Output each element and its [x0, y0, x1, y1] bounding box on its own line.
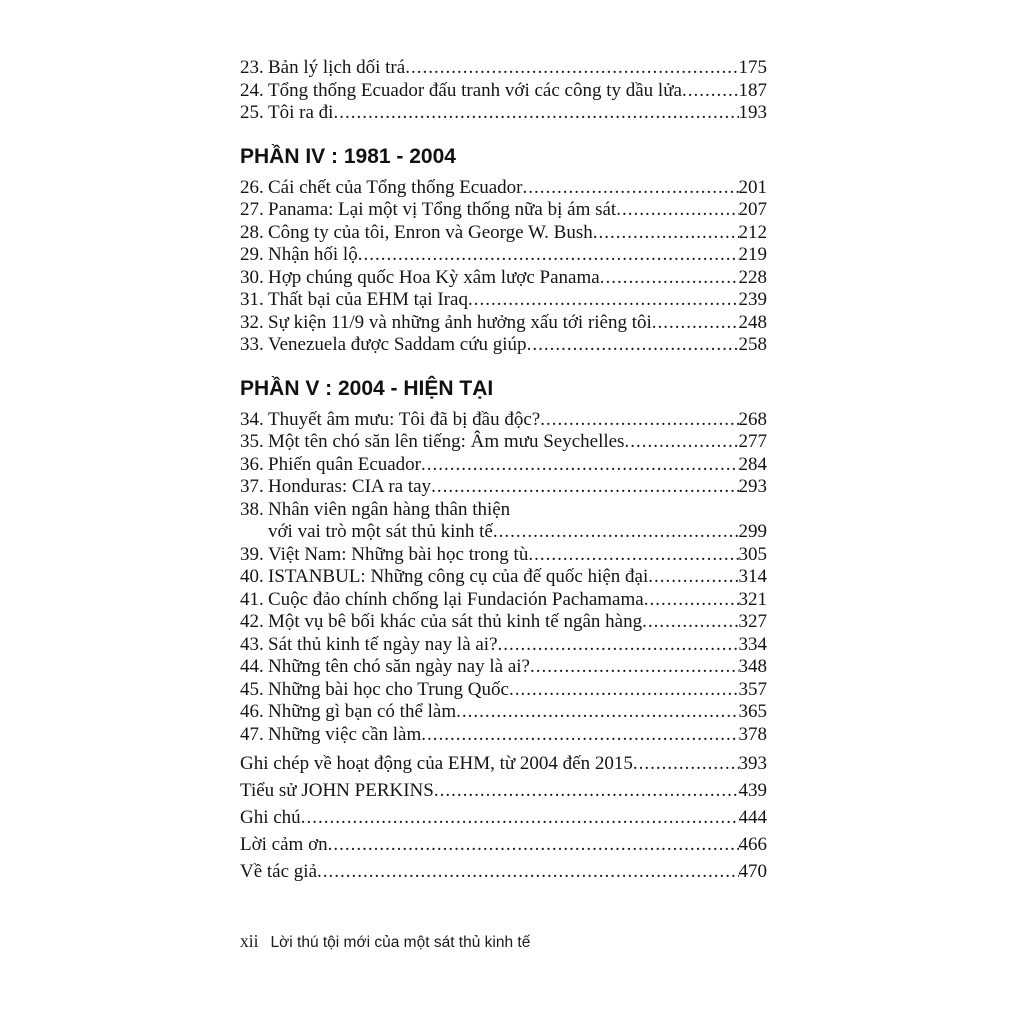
chapter-title: Một tên chó săn lên tiếng: Âm mưu Seychelles	[268, 431, 625, 452]
chapter-number: 33.	[240, 334, 264, 355]
toc-entry	[240, 780, 767, 803]
chapter-title: Ghi chú	[240, 807, 301, 828]
chapter-title: Sát thủ kinh tế ngày nay là ai?	[268, 633, 498, 655]
toc-entry	[240, 861, 767, 884]
chapter-title: Tổng thống Ecuador đấu tranh với các công ty dầu lửa	[268, 79, 682, 101]
section-header: PHẦN V : 2004 - HIỆN TẠI	[240, 376, 494, 400]
toc-entry	[240, 289, 767, 312]
chapter-title: Cái chết của Tổng thống Ecuador	[268, 176, 523, 198]
page-number: 305	[738, 543, 767, 565]
dot-leader	[317, 861, 738, 884]
toc-entry	[240, 656, 767, 679]
dot-leader	[633, 753, 739, 776]
page-number: 175	[738, 57, 767, 78]
chapter-title: Công ty của tôi, Enron và George W. Bush	[268, 221, 593, 243]
toc-entry	[240, 476, 767, 499]
chapter-number: 46.	[240, 701, 264, 722]
toc-section	[240, 57, 767, 125]
page-number: 268	[738, 408, 767, 430]
chapter-title: Tôi ra đi	[268, 102, 334, 123]
dot-leader	[624, 431, 738, 454]
toc-entry	[240, 102, 767, 125]
dot-leader	[509, 679, 739, 702]
dot-leader	[523, 177, 739, 200]
chapter-number: 26.	[240, 176, 264, 198]
dot-leader	[456, 701, 738, 724]
toc-entry	[240, 244, 767, 267]
chapter-number: 42.	[240, 611, 264, 632]
chapter-title: Sự kiện 11/9 và những ảnh hưởng xấu tới riêng tôi	[268, 311, 652, 333]
toc-entry	[240, 454, 767, 477]
chapter-title: Lời cảm ơn	[240, 834, 328, 855]
chapter-title: Panama: Lại một vị Tổng thống nữa bị ám sát	[268, 199, 617, 220]
toc-sections	[240, 57, 767, 884]
toc-entry	[240, 634, 767, 657]
dot-leader	[434, 780, 739, 803]
page-number: 277	[738, 431, 767, 452]
toc-entries	[240, 57, 767, 125]
toc-entries	[240, 409, 767, 747]
page-number: 393	[738, 753, 767, 774]
page-number: 299	[738, 521, 767, 542]
toc-entry	[240, 177, 767, 200]
chapter-title: Nhận hối lộ	[268, 244, 358, 265]
page-number: 466	[738, 834, 767, 855]
dot-leader	[405, 57, 738, 80]
page-number: 470	[738, 861, 767, 882]
chapter-title: Hợp chúng quốc Hoa Kỳ xâm lược Panama	[268, 266, 600, 288]
section-header: PHẦN IV : 1981 - 2004	[240, 144, 456, 168]
chapter-title: Thất bại của EHM tại Iraq	[268, 289, 468, 310]
chapter-number: 36.	[240, 453, 264, 475]
page-number: 378	[738, 723, 767, 745]
footer-folio: xii	[240, 931, 259, 951]
chapter-title: với vai trò một sát thủ kinh tế	[268, 521, 493, 542]
dot-leader	[421, 454, 738, 477]
toc-entry	[240, 521, 767, 544]
chapter-number: 30.	[240, 266, 264, 288]
toc-entry	[240, 753, 767, 776]
toc-entry	[240, 57, 767, 80]
chapter-number: 43.	[240, 633, 264, 655]
chapter-title: Bản lý lịch dối trá	[268, 57, 406, 78]
toc-entry	[240, 679, 767, 702]
chapter-title: Những gì bạn có thể làm	[268, 701, 457, 722]
toc-entry	[240, 80, 767, 103]
page-number: 193	[738, 102, 767, 123]
dot-leader	[468, 289, 739, 312]
page-number: 248	[738, 311, 767, 333]
chapter-number: 41.	[240, 588, 264, 610]
table-of-contents	[240, 57, 767, 884]
dot-leader	[652, 312, 739, 335]
page-number: 212	[738, 221, 767, 243]
page-number: 228	[738, 266, 767, 288]
toc-entry	[240, 312, 767, 335]
dot-leader	[648, 566, 738, 589]
chapter-title: ISTANBUL: Những công cụ của đế quốc hiện đại	[268, 566, 649, 587]
chapter-title: Venezuela được Saddam cứu giúp	[268, 334, 527, 355]
toc-entry	[240, 409, 767, 432]
page-number: 187	[738, 79, 767, 101]
chapter-title: Một vụ bê bối khác của sát thủ kinh tế ngân hàng	[268, 611, 643, 632]
toc-entry	[240, 566, 767, 589]
dot-leader	[527, 334, 739, 357]
toc-entry	[240, 431, 767, 454]
chapter-number: 37.	[240, 476, 264, 497]
dot-leader	[493, 521, 739, 544]
chapter-title: Nhân viên ngân hàng thân thiện	[268, 498, 511, 520]
toc-entry	[240, 724, 767, 747]
footer-book-title: Lời thú tội mới của một sát thủ kinh tế	[270, 934, 531, 951]
page-number: 293	[738, 476, 767, 497]
chapter-number: 28.	[240, 221, 264, 243]
page-number: 239	[738, 289, 767, 310]
page-number: 439	[738, 780, 767, 801]
dot-leader	[301, 807, 739, 830]
page-number: 357	[738, 678, 767, 700]
page-number: 314	[738, 566, 767, 587]
dot-leader	[593, 222, 739, 245]
dot-leader	[333, 102, 738, 125]
dot-leader	[682, 80, 739, 103]
chapter-title: Ghi chép về hoạt động của EHM, từ 2004 đến 2015	[240, 753, 633, 774]
chapter-number: 35.	[240, 431, 264, 452]
chapter-title: Những bài học cho Trung Quốc	[268, 678, 509, 700]
dot-leader	[540, 409, 738, 432]
toc-entry	[240, 807, 767, 830]
dot-leader	[431, 476, 738, 499]
toc-entry	[240, 544, 767, 567]
dot-leader	[600, 267, 739, 290]
toc-section	[240, 145, 767, 357]
chapter-title: Thuyết âm mưu: Tôi đã bị đầu độc?	[268, 408, 541, 430]
chapter-number: 44.	[240, 656, 264, 677]
toc-entry	[240, 834, 767, 857]
chapter-number: 27.	[240, 199, 264, 220]
toc-entries	[240, 753, 767, 884]
toc-entry	[240, 589, 767, 612]
chapter-number: 24.	[240, 79, 264, 101]
chapter-number: 23.	[240, 57, 264, 78]
chapter-number: 47.	[240, 723, 264, 745]
chapter-title: Cuộc đảo chính chống lại Fundación Pachamama	[268, 588, 644, 610]
chapter-number: 31.	[240, 289, 264, 310]
chapter-number: 25.	[240, 102, 264, 123]
dot-leader	[642, 611, 738, 634]
toc-entry	[240, 199, 767, 222]
chapter-number: 39.	[240, 543, 264, 565]
toc-entry	[240, 499, 767, 522]
toc-entry	[240, 222, 767, 245]
page-number: 284	[738, 453, 767, 475]
dot-leader	[421, 724, 738, 747]
page-number: 348	[738, 656, 767, 677]
toc-entry	[240, 267, 767, 290]
chapter-number: 40.	[240, 566, 264, 587]
dot-leader	[358, 244, 739, 267]
dot-leader	[530, 656, 739, 679]
chapter-title: Việt Nam: Những bài học trong tù	[268, 543, 529, 565]
dot-leader	[644, 589, 739, 612]
toc-entry	[240, 334, 767, 357]
chapter-title: Honduras: CIA ra tay	[268, 476, 432, 497]
chapter-number: 45.	[240, 678, 264, 700]
page-number: 219	[738, 244, 767, 265]
page-number: 258	[738, 334, 767, 355]
chapter-title: Về tác giả	[240, 861, 318, 882]
chapter-number: 32.	[240, 311, 264, 333]
chapter-title: Tiểu sử JOHN PERKINS	[240, 780, 434, 801]
page-number: 365	[738, 701, 767, 722]
toc-entry	[240, 701, 767, 724]
toc-entry	[240, 611, 767, 634]
chapter-number: 29.	[240, 244, 264, 265]
page-number: 201	[738, 176, 767, 198]
chapter-title: Những việc cần làm	[268, 723, 422, 745]
chapter-number: 34.	[240, 408, 264, 430]
dot-leader	[328, 834, 739, 857]
chapter-title: Những tên chó săn ngày nay là ai?	[268, 656, 530, 677]
page-number: 327	[738, 611, 767, 632]
page-number: 207	[738, 199, 767, 220]
dot-leader	[528, 544, 738, 567]
toc-section	[240, 377, 767, 747]
dot-leader	[616, 199, 738, 222]
page-number: 334	[738, 633, 767, 655]
page-number: 321	[738, 588, 767, 610]
toc-entries	[240, 177, 767, 357]
running-footer	[240, 931, 530, 952]
chapter-number: 38.	[240, 498, 264, 520]
dot-leader	[498, 634, 739, 657]
chapter-title: Phiến quân Ecuador	[268, 453, 422, 475]
page-number: 444	[738, 807, 767, 828]
toc-section	[240, 753, 767, 884]
